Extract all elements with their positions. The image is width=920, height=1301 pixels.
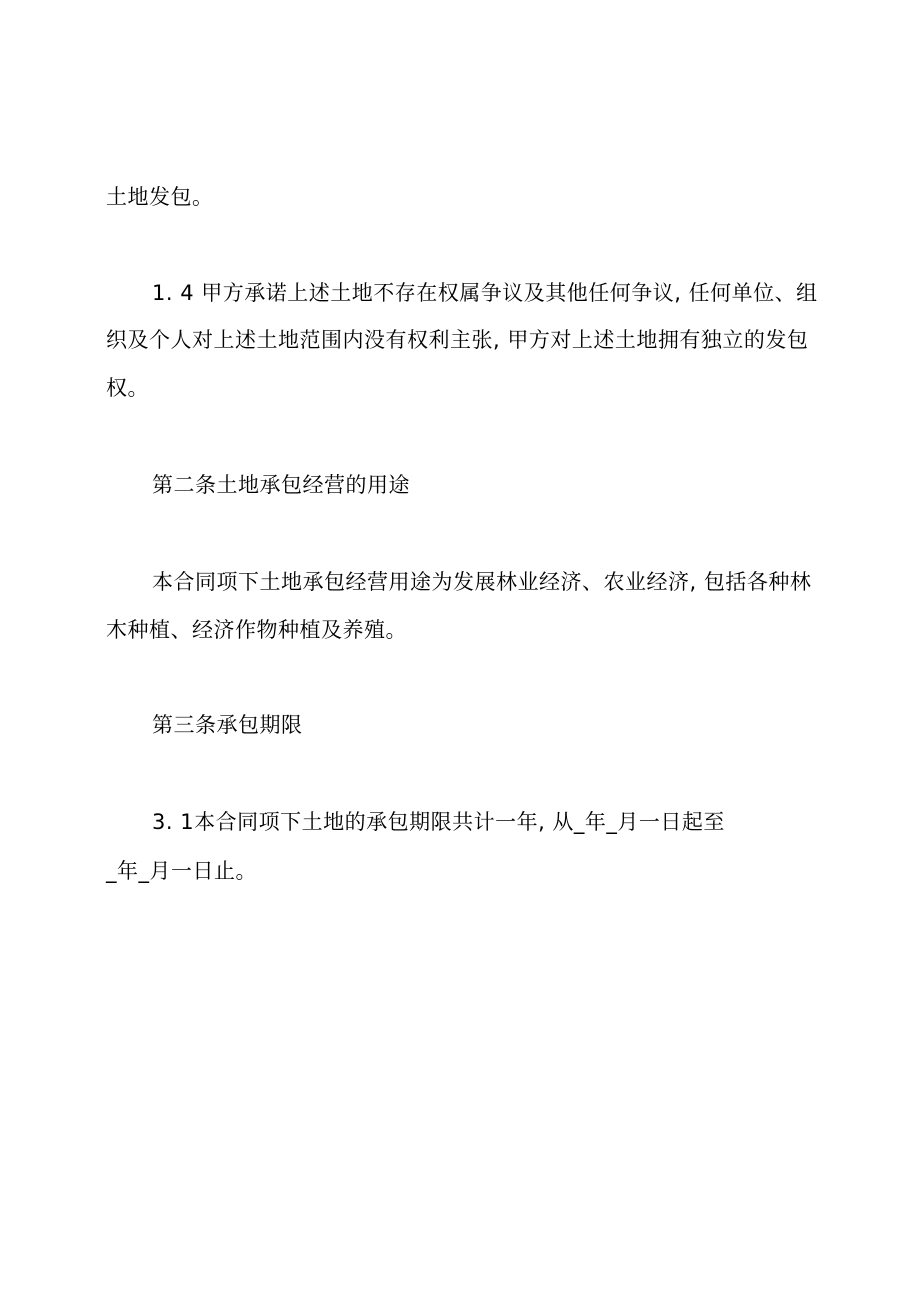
paragraph-line: 3. 1本合同项下土地的承包期限共计一年, 从_年_月一日起至: [152, 810, 725, 834]
paragraph-line: 本合同项下土地承包经营用途为发展林业经济、农业经济, 包括各种林: [152, 570, 812, 594]
paragraph-line: 木种植、经济作物种植及养殖。: [106, 618, 407, 642]
paragraph-line: 1. 4 甲方承诺上述土地不存在权属争议及其他任何争议, 任何单位、组: [152, 281, 818, 305]
paragraph-line: 织及个人对上述土地范围内没有权利主张, 甲方对上述土地拥有独立的发包: [106, 328, 809, 352]
paragraph-line: 权。: [106, 376, 149, 400]
section-heading: 第三条承包期限: [152, 713, 303, 737]
paragraph-line: _年_月一日止。: [106, 859, 257, 883]
section-heading: 第二条土地承包经营的用途: [152, 473, 410, 497]
paragraph-line: 土地发包。: [106, 185, 214, 209]
